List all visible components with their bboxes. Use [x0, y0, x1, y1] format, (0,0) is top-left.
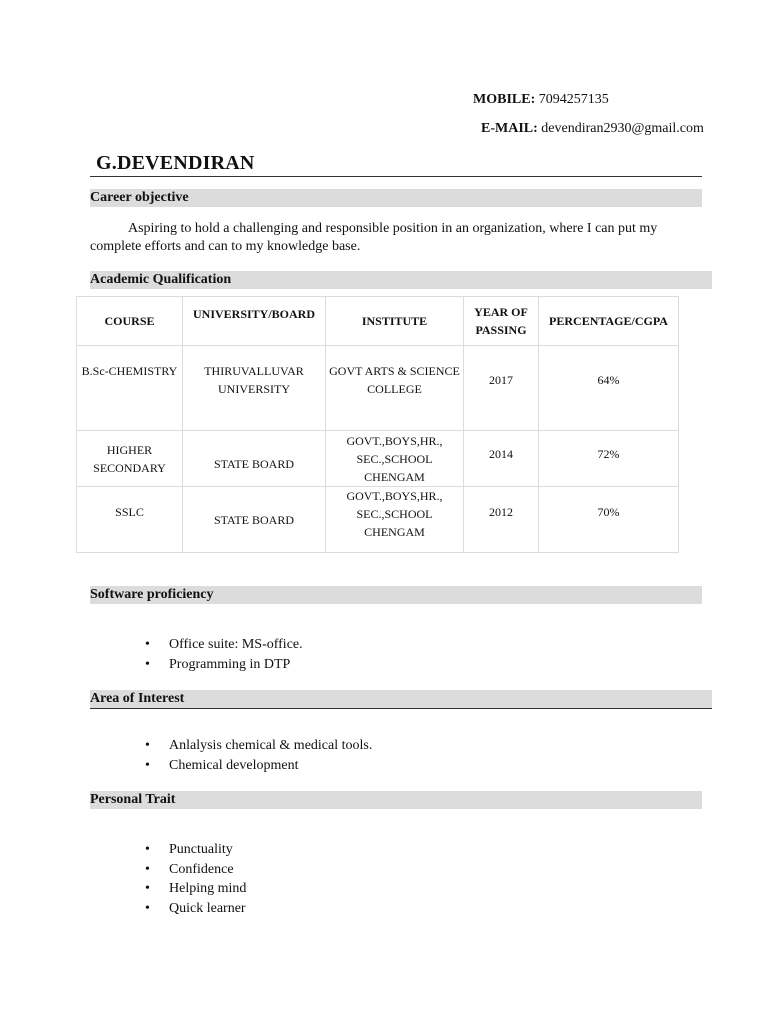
- email-label: E-MAIL:: [481, 121, 538, 136]
- list-item: • Confidence: [145, 860, 246, 880]
- email-line: [481, 121, 704, 137]
- section-title: Area of Interest: [90, 691, 185, 706]
- cell-course: B.Sc-CHEMISTRY: [77, 346, 183, 431]
- software-list: [145, 635, 303, 674]
- header-institute: INSTITUTE: [326, 297, 464, 346]
- personal-trait-list: [145, 840, 246, 918]
- cell-course: SSLC: [77, 487, 183, 553]
- list-item: • Quick learner: [145, 899, 246, 919]
- cell-percentage: 72%: [539, 431, 679, 487]
- cell-university: STATE BOARD: [183, 487, 326, 553]
- section-academic-qualification: [90, 271, 712, 289]
- list-item: • Helping mind: [145, 879, 246, 899]
- cell-university: THIRUVALLUVAR UNIVERSITY: [183, 346, 326, 431]
- qualification-table: [76, 296, 679, 553]
- list-item: • Anlalysis chemical & medical tools.: [145, 736, 372, 756]
- career-objective-text: Aspiring to hold a challenging and responsible position in an organization, where I can put my complete efforts and can to my knowledge base.: [90, 221, 658, 254]
- mobile-line: [473, 92, 609, 108]
- cell-institute: GOVT ARTS & SCIENCE COLLEGE: [326, 346, 464, 431]
- section-career-objective: [90, 189, 702, 207]
- section-title: Academic Qualification: [90, 272, 232, 287]
- email-value: devendiran2930@gmail.com: [541, 121, 704, 136]
- table-row: [77, 431, 679, 487]
- table-row: [77, 487, 679, 553]
- section-title: Career objective: [90, 190, 189, 205]
- cell-year: 2012: [464, 487, 539, 553]
- mobile-value: 7094257135: [538, 92, 609, 107]
- name-divider: [90, 176, 702, 177]
- header-university: UNIVERSITY/BOARD: [183, 297, 326, 346]
- table-row: [77, 346, 679, 431]
- mobile-label: MOBILE:: [473, 92, 536, 107]
- list-item: • Programming in DTP: [145, 655, 303, 675]
- cell-university: STATE BOARD: [183, 431, 326, 487]
- list-item: • Punctuality: [145, 840, 246, 860]
- cell-year: 2014: [464, 431, 539, 487]
- cell-year: 2017: [464, 346, 539, 431]
- header-percentage: PERCENTAGE/CGPA: [539, 297, 679, 346]
- section-title: Personal Trait: [90, 792, 176, 807]
- cell-percentage: 70%: [539, 487, 679, 553]
- section-title: Software proficiency: [90, 587, 214, 602]
- candidate-name: G.DEVENDIRAN: [96, 152, 255, 174]
- interest-list: [145, 736, 372, 775]
- list-item: • Office suite: MS-office.: [145, 635, 303, 655]
- table-header-row: [77, 297, 679, 346]
- cell-course: HIGHER SECONDARY: [77, 431, 183, 487]
- header-year: YEAR OF PASSING: [464, 297, 539, 346]
- cell-institute: GOVT.,BOYS,HR., SEC.,SCHOOL CHENGAM: [326, 431, 464, 487]
- section-area-of-interest: [90, 690, 712, 709]
- section-software-proficiency: [90, 586, 702, 604]
- section-personal-trait: [90, 791, 702, 809]
- list-item: • Chemical development: [145, 756, 372, 776]
- header-course: COURSE: [77, 297, 183, 346]
- cell-percentage: 64%: [539, 346, 679, 431]
- cell-institute: GOVT.,BOYS,HR., SEC.,SCHOOL CHENGAM: [326, 487, 464, 553]
